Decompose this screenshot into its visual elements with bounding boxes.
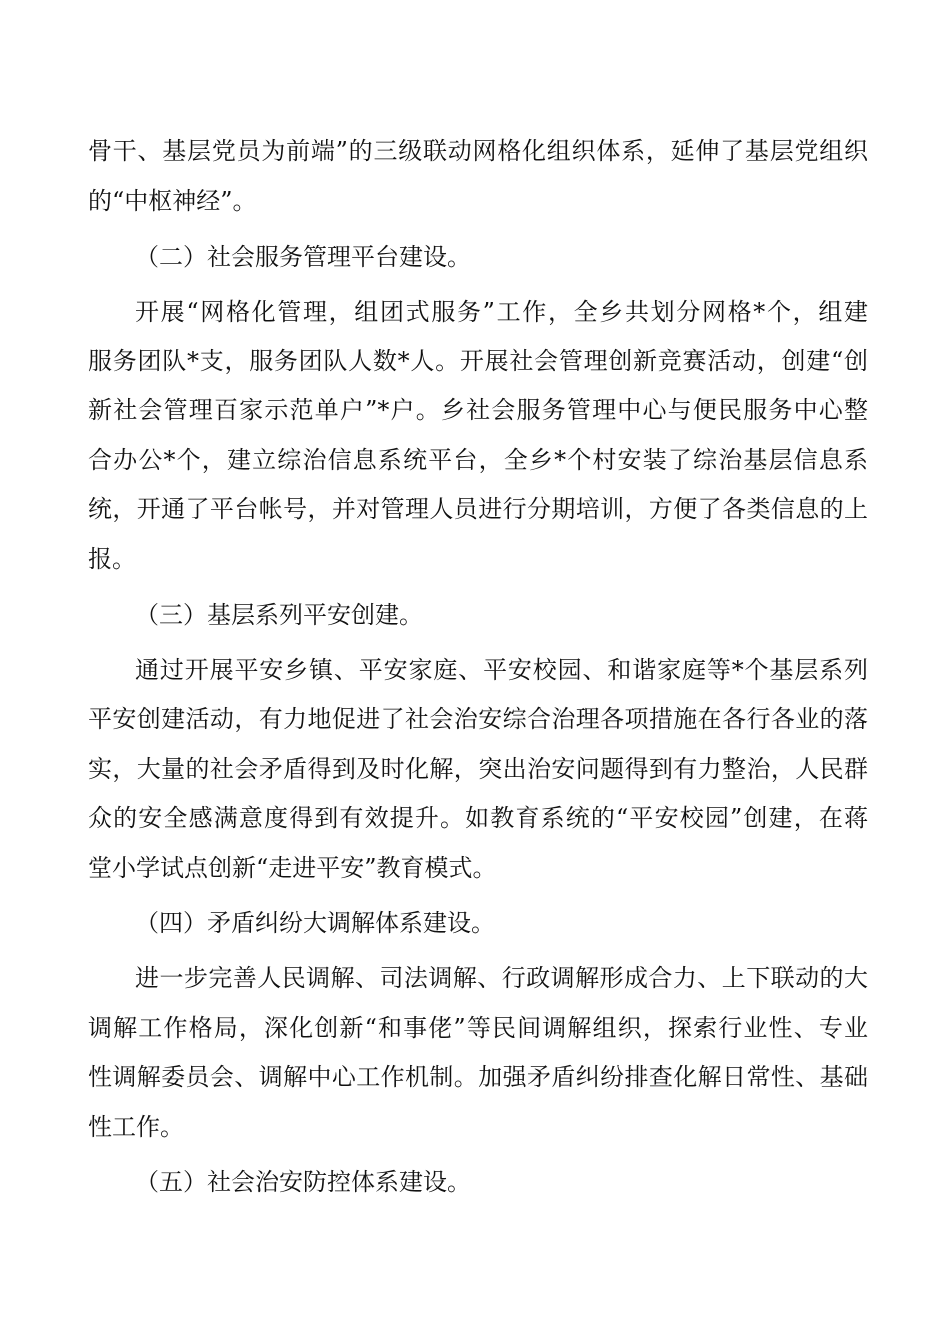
section-heading-4: （四）矛盾纠纷大调解体系建设。 (135, 909, 495, 937)
paragraph-line: 开展“网格化管理，组团式服务”工作，全乡共划分网格*个，组建 (135, 298, 868, 326)
section-heading-5: （五）社会治安防控体系建设。 (135, 1168, 471, 1196)
paragraph-line: 统，开通了平台帐号，并对管理人员进行分期培训，方便了各类信息的上 (88, 495, 868, 523)
section-heading-3: （三）基层系列平安创建。 (135, 601, 423, 629)
paragraph-line: 实，大量的社会矛盾得到及时化解，突出治安问题得到有力整治，人民群 (88, 755, 868, 783)
paragraph-line: 性工作。 (88, 1113, 184, 1141)
paragraph-line: 骨干、基层党员为前端”的三级联动网格化组织体系，延伸了基层党组织 (88, 137, 868, 165)
section-heading-2: （二）社会服务管理平台建设。 (135, 243, 471, 271)
paragraph-line: 堂小学试点创新“走进平安”教育模式。 (88, 854, 497, 882)
paragraph-line: 调解工作格局，深化创新“和事佬”等民间调解组织，探索行业性、专业 (88, 1014, 868, 1042)
paragraph-line: 服务团队*支，服务团队人数*人。开展社会管理创新竞赛活动，创建“创 (88, 347, 868, 375)
paragraph-line: 进一步完善人民调解、司法调解、行政调解形成合力、上下联动的大 (135, 964, 868, 992)
paragraph-line: 平安创建活动，有力地促进了社会治安综合治理各项措施在各行各业的落 (88, 705, 868, 733)
paragraph-line: 众的安全感满意度得到有效提升。如教育系统的“平安校园”创建，在蒋 (88, 804, 868, 832)
paragraph-line: 合办公*个，建立综治信息系统平台，全乡*个村安装了综治基层信息系 (88, 446, 868, 474)
paragraph-line: 新社会管理百家示范单户”*户。乡社会服务管理中心与便民服务中心整 (88, 396, 868, 424)
paragraph-line: 通过开展平安乡镇、平安家庭、平安校园、和谐家庭等*个基层系列 (135, 656, 868, 684)
paragraph-line: 性调解委员会、调解中心工作机制。加强矛盾纠纷排查化解日常性、基础 (88, 1063, 868, 1091)
paragraph-line: 报。 (88, 545, 136, 573)
paragraph-line: 的“中枢神经”。 (88, 187, 257, 215)
